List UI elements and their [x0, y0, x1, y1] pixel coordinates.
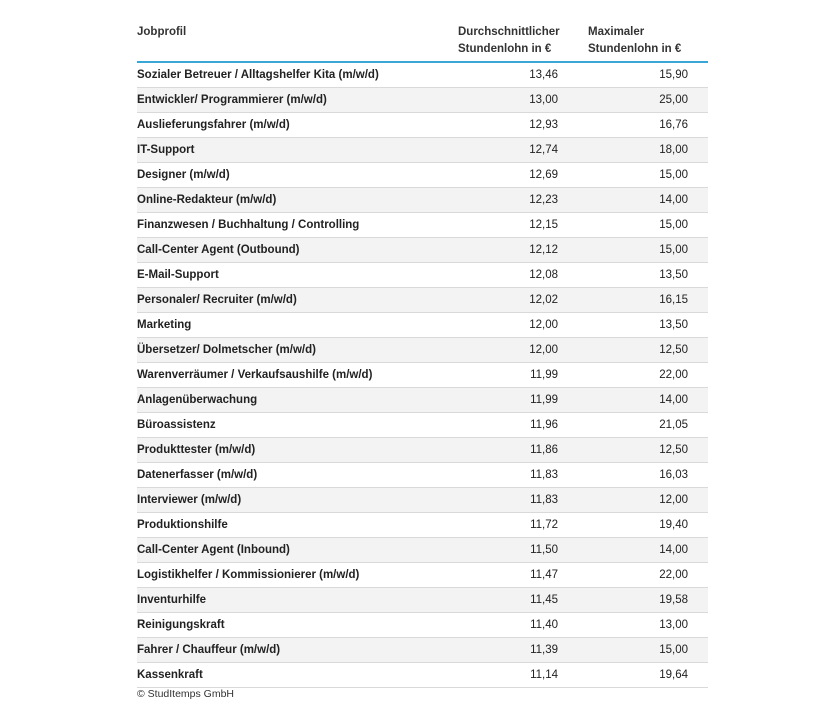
job-cell: IT-Support: [137, 144, 195, 156]
avg-wage-cell: 11,99: [530, 394, 558, 406]
avg-wage-cell: 11,50: [530, 544, 558, 556]
max-wage-cell: 13,00: [659, 619, 688, 631]
table-row: [137, 338, 708, 363]
avg-wage-cell: 11,83: [530, 494, 558, 506]
avg-wage-cell: 13,00: [529, 94, 558, 106]
job-cell: E-Mail-Support: [137, 269, 219, 281]
job-cell: Interviewer (m/w/d): [137, 494, 242, 506]
avg-wage-cell: 12,08: [529, 269, 558, 281]
table-row: [137, 538, 708, 563]
header-max-line2: Stundenlohn in €: [588, 43, 682, 55]
table-body: [137, 63, 708, 688]
header-max: [588, 24, 708, 61]
copyright: © StudItemps GmbH: [137, 688, 235, 700]
job-cell: Reinigungskraft: [137, 619, 225, 631]
max-wage-cell: 16,15: [659, 294, 688, 306]
avg-wage-cell: 12,69: [529, 169, 558, 181]
avg-wage-cell: 12,93: [529, 119, 558, 131]
job-cell: Übersetzer/ Dolmetscher (m/w/d): [137, 344, 316, 356]
job-cell: Entwickler/ Programmierer (m/w/d): [137, 94, 327, 106]
table-row: [137, 213, 708, 238]
max-wage-cell: 18,00: [659, 144, 688, 156]
max-wage-cell: 15,90: [659, 69, 688, 81]
table-row: [137, 163, 708, 188]
job-cell: Kassenkraft: [137, 669, 203, 681]
table-row: [137, 238, 708, 263]
job-cell: Call-Center Agent (Outbound): [137, 244, 300, 256]
max-wage-cell: 21,05: [659, 419, 688, 431]
table-row: [137, 288, 708, 313]
table-row: [137, 488, 708, 513]
max-wage-cell: 22,00: [659, 569, 688, 581]
avg-wage-cell: 13,46: [529, 69, 558, 81]
table-row: [137, 438, 708, 463]
job-cell: Marketing: [137, 319, 192, 331]
job-cell: Online-Redakteur (m/w/d): [137, 194, 277, 206]
job-cell: Auslieferungsfahrer (m/w/d): [137, 119, 290, 131]
job-cell: Inventurhilfe: [137, 594, 207, 606]
max-wage-cell: 12,00: [659, 494, 688, 506]
avg-wage-cell: 12,00: [529, 344, 558, 356]
table-row: [137, 88, 708, 113]
table-row: [137, 563, 708, 588]
job-cell: Call-Center Agent (Inbound): [137, 544, 290, 556]
header-avg-line1: Durchschnittlicher: [458, 26, 560, 38]
table-row: [137, 638, 708, 663]
job-cell: Logistikhelfer / Kommissionierer (m/w/d): [137, 569, 360, 581]
header-job: Jobprofil: [137, 26, 187, 38]
max-wage-cell: 12,50: [659, 344, 688, 356]
max-wage-cell: 19,40: [659, 519, 688, 531]
table-row: [137, 513, 708, 538]
table-row: [137, 313, 708, 338]
max-wage-cell: 14,00: [659, 394, 688, 406]
max-wage-cell: 15,00: [659, 644, 688, 656]
avg-wage-cell: 11,39: [530, 644, 558, 656]
avg-wage-cell: 11,96: [530, 419, 558, 431]
header-max-line1: Maximaler: [588, 26, 645, 38]
table-row: [137, 663, 708, 688]
max-wage-cell: 12,50: [659, 444, 688, 456]
max-wage-cell: 19,64: [659, 669, 688, 681]
table-row: [137, 588, 708, 613]
avg-wage-cell: 11,47: [530, 569, 558, 581]
job-cell: Produktionshilfe: [137, 519, 228, 531]
max-wage-cell: 16,03: [659, 469, 688, 481]
table-row: [137, 613, 708, 638]
job-cell: Warenverräumer / Verkaufsaushilfe (m/w/d): [137, 369, 373, 381]
table-row: [137, 463, 708, 488]
max-wage-cell: 13,50: [659, 319, 688, 331]
job-cell: Fahrer / Chauffeur (m/w/d): [137, 644, 281, 656]
job-cell: Produkttester (m/w/d): [137, 444, 256, 456]
wage-table: [137, 24, 708, 688]
avg-wage-cell: 11,99: [530, 369, 558, 381]
avg-wage-cell: 11,14: [530, 669, 558, 681]
avg-wage-cell: 11,40: [530, 619, 558, 631]
avg-wage-cell: 12,15: [529, 219, 558, 231]
avg-wage-cell: 11,45: [530, 594, 558, 606]
max-wage-cell: 15,00: [659, 244, 688, 256]
job-cell: Datenerfasser (m/w/d): [137, 469, 258, 481]
max-wage-cell: 13,50: [659, 269, 688, 281]
avg-wage-cell: 11,83: [530, 469, 558, 481]
table-row: [137, 113, 708, 138]
max-wage-cell: 25,00: [659, 94, 688, 106]
avg-wage-cell: 12,02: [529, 294, 558, 306]
max-wage-cell: 14,00: [659, 544, 688, 556]
table-row: [137, 188, 708, 213]
max-wage-cell: 15,00: [659, 219, 688, 231]
job-cell: Personaler/ Recruiter (m/w/d): [137, 294, 297, 306]
header-avg: [458, 24, 588, 61]
table-header: [137, 24, 708, 63]
job-cell: Büroassistenz: [137, 419, 216, 431]
table-row: [137, 63, 708, 88]
job-cell: Finanzwesen / Buchhaltung / Controlling: [137, 219, 360, 231]
job-cell: Designer (m/w/d): [137, 169, 230, 181]
table-row: [137, 413, 708, 438]
max-wage-cell: 15,00: [659, 169, 688, 181]
job-cell: Sozialer Betreuer / Alltagshelfer Kita (m/w/d): [137, 69, 379, 81]
avg-wage-cell: 12,74: [529, 144, 558, 156]
avg-wage-cell: 12,00: [529, 319, 558, 331]
avg-wage-cell: 12,12: [529, 244, 558, 256]
max-wage-cell: 22,00: [659, 369, 688, 381]
avg-wage-cell: 11,72: [530, 519, 558, 531]
table-row: [137, 263, 708, 288]
header-avg-line2: Stundenlohn in €: [458, 43, 552, 55]
avg-wage-cell: 11,86: [530, 444, 558, 456]
table-row: [137, 388, 708, 413]
table-row: [137, 138, 708, 163]
avg-wage-cell: 12,23: [529, 194, 558, 206]
job-cell: Anlagenüberwachung: [137, 394, 258, 406]
table-row: [137, 363, 708, 388]
max-wage-cell: 16,76: [659, 119, 688, 131]
max-wage-cell: 19,58: [659, 594, 688, 606]
max-wage-cell: 14,00: [659, 194, 688, 206]
